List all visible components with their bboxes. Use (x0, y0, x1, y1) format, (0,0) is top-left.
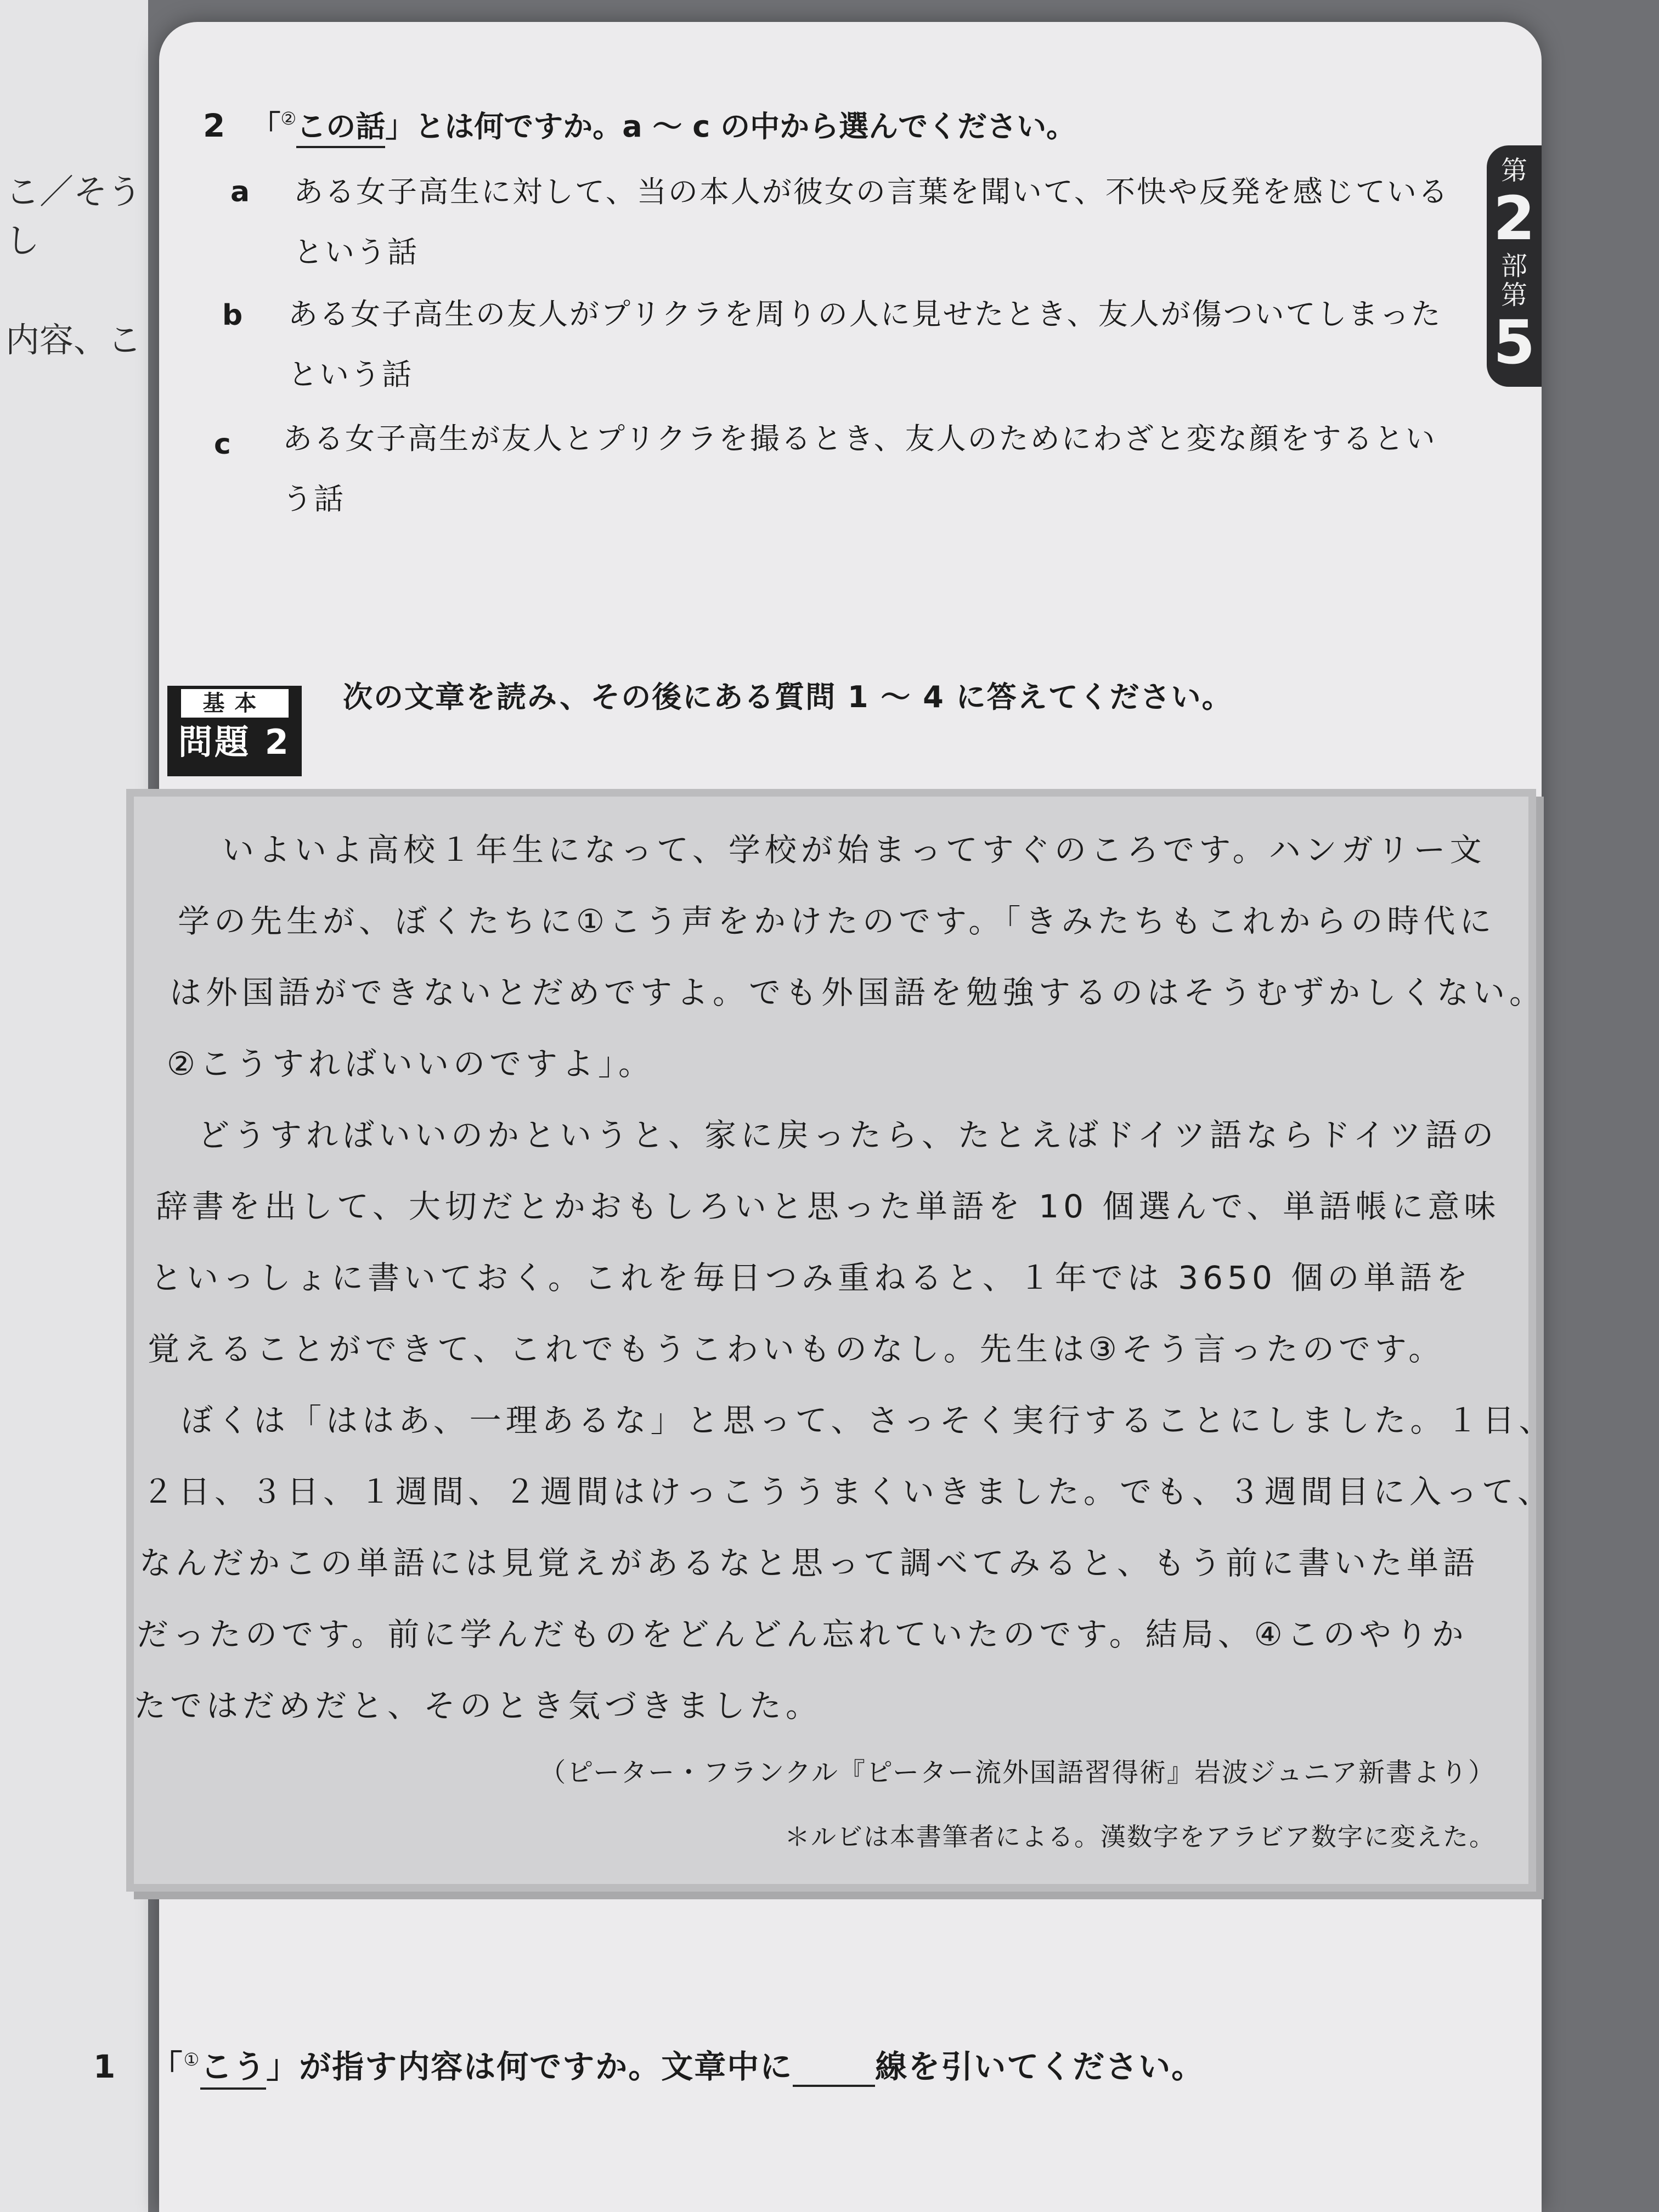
question-1-text-end: 線を引いてください。 (875, 2048, 1205, 2085)
passage-line-12: だったのです。前に学んだものをどんどん忘れていたのです。結局、④このやりか (137, 1616, 1468, 1653)
question-2-number: 2 (203, 107, 225, 144)
previous-page-fragment-1: こ／そうし (5, 172, 142, 261)
passage-line-2: 学の先生が、ぼくたちに①こう声をかけたのです。「きみたちもこれからの時代に (178, 902, 1496, 940)
passage-line-1: いよいよ高校１年生になって、学校が始まってすぐのころです。ハンガリー文 (186, 831, 1486, 868)
option-b-letter: b (222, 299, 243, 332)
passage-line-6: 辞書を出して、大切だとかおもしろいと思った単語を 10 個選んで、単語帳に意味 (156, 1188, 1500, 1225)
passage-line-4: ②こうすればいいのですよ」。 (167, 1045, 654, 1082)
question-2-text: 」とは何ですか。a 〜 c の中から選んでください。 (385, 109, 1076, 144)
passage-note: ＊ルビは本書筆者による。漢数字をアラビア数字に変えた。 (785, 1822, 1496, 1852)
problem-badge-title: 問題 2 (178, 722, 291, 762)
chapter-tab-label-2: 部 (1500, 250, 1527, 281)
passage-line-8: 覚えることができて、これでもうこわいものなし。先生は③そう言ったのです。 (148, 1330, 1445, 1368)
reading-passage-box (126, 789, 1555, 1892)
chapter-tab (1487, 145, 1542, 387)
instruction-text: 次の文章を読み、その後にある質問 1 〜 4 に答えてください。 (343, 680, 1233, 714)
passage-line-3: は外国語ができないとだめですよ。でも外国語を勉強するのはそうむずかしくない。 (170, 974, 1546, 1011)
option-c-letter: c (214, 428, 231, 461)
question-2-marker: ② (280, 108, 297, 129)
chapter-tab-number: 2 (1493, 183, 1536, 253)
question-1-text: 」が指す内容は何ですか。文章中に (266, 2048, 793, 2085)
question-2-heading (203, 107, 1076, 144)
option-b-text-line1: ある女子高生の友人がプリクラを周りの人に見せたとき、友人が傷ついてしまった (288, 297, 1442, 331)
question-1 (93, 2041, 1204, 2087)
question-1-marker: ① (183, 2049, 201, 2070)
passage-line-11: なんだかこの単語には見覚えがあるなと思って調べてみると、もう前に書いた単語 (139, 1544, 1480, 1582)
passage-line-10: ２日、３日、１週間、２週間はけっこううまくいきました。でも、３週間目に入って、 (142, 1473, 1554, 1510)
passage-source: （ピーター・フランクル『ピーター流外国語習得術』岩波ジュニア新書より） (539, 1757, 1496, 1788)
answer-blank[interactable] (793, 2059, 875, 2087)
question-2-open-bracket: 「 (251, 109, 281, 144)
chapter-tab-label-1: 第 (1500, 155, 1527, 186)
textbook-page (93, 22, 1555, 2212)
question-1-open-bracket: 「 (150, 2048, 184, 2085)
chapter-tab-section: 5 (1493, 307, 1536, 378)
chapter-tab-label-3: 第 (1500, 279, 1527, 311)
option-c-text-line2: う話 (283, 482, 345, 516)
problem-badge (167, 686, 302, 776)
passage-line-5: どうすればいいのかというと、家に戻ったら、たとえばドイツ語ならドイツ語の (161, 1116, 1498, 1154)
previous-page-fragment-2: 内容、こ (5, 320, 142, 360)
problem-badge-label: 基本 (181, 689, 289, 718)
question-2-underlined: この話 (296, 109, 385, 148)
option-c-text-line1: ある女子高生が友人とプリクラを撮るとき、友人のためにわざと変な顔をするとい (283, 421, 1437, 456)
option-a-letter: a (230, 176, 250, 208)
option-b-text-line2: という話 (288, 357, 413, 392)
question-1-underlined: こう (200, 2048, 266, 2090)
question-1-number: 1 (93, 2048, 117, 2085)
passage-line-13: たではだめだと、そのとき気づきました。 (134, 1687, 822, 1724)
passage-line-7: といっしょに書いておく。これを毎日つみ重ねると、１年では 3650 個の単語を (150, 1259, 1472, 1296)
passage-line-9: ぼくは「ははあ、一理あるな」と思って、さっそく実行することにしました。１日、 (145, 1402, 1555, 1439)
option-a-text-line2: という話 (294, 235, 419, 269)
option-a-text-line1: ある女子高生に対して、当の本人が彼女の言葉を聞いて、不快や反発を感じている (294, 174, 1449, 209)
